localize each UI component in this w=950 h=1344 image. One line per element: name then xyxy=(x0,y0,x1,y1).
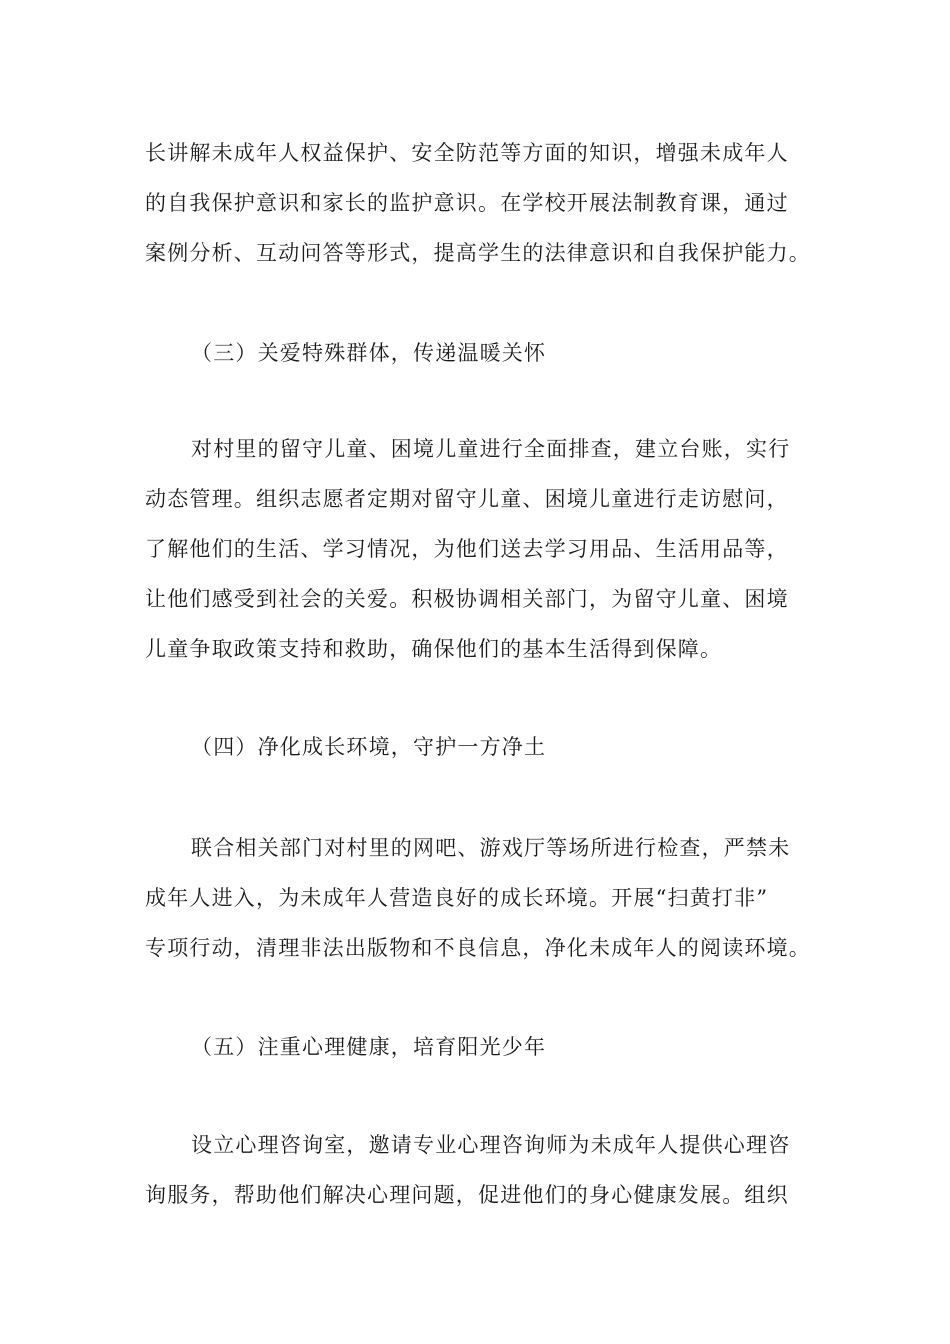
paragraph-environment xyxy=(145,823,811,973)
section-heading-5 xyxy=(145,1022,807,1072)
text-line: 动态管理。组织志愿者定期对留守儿童、困境儿童进行走访慰问， xyxy=(145,487,789,511)
text-line: 让他们感受到社会的关爱。积极协调相关部门，为留守儿童、困境 xyxy=(145,587,789,611)
text-line: 设立心理咨询室，邀请专业心理咨询师为未成年人提供心理咨 xyxy=(191,1133,791,1157)
heading-text: （三）关爱特殊群体，传递温暖关怀 xyxy=(191,341,547,365)
text-line: 案例分析、互动问答等形式，提高学生的法律意识和自我保护能力。 xyxy=(145,241,811,265)
text-line: 长讲解未成年人权益保护、安全防范等方面的知识，增强未成年人 xyxy=(145,141,789,165)
text-line: 儿童争取政策支持和救助，确保他们的基本生活得到保障。 xyxy=(145,637,723,661)
text-line: 对村里的留守儿童、困境儿童进行全面排查，建立台账，实行 xyxy=(191,437,791,461)
text-line: 成年人进入，为未成年人营造良好的成长环境。开展“扫黄打非” xyxy=(145,886,769,910)
paragraph-mental-health xyxy=(145,1120,807,1220)
section-heading-3 xyxy=(145,328,807,378)
text-line: 询服务，帮助他们解决心理问题，促进他们的身心健康发展。组织 xyxy=(145,1183,789,1207)
paragraph-rights-education-continued xyxy=(145,128,811,278)
text-line: 了解他们的生活、学习情况，为他们送去学习用品、生活用品等， xyxy=(145,537,789,561)
text-line: 联合相关部门对村里的网吧、游戏厅等场所进行检查，严禁未 xyxy=(191,836,791,860)
heading-text: （四）净化成长环境，守护一方净土 xyxy=(191,735,547,759)
heading-text: （五）注重心理健康，培育阳光少年 xyxy=(191,1035,547,1059)
paragraph-special-groups xyxy=(145,424,807,674)
text-line: 专项行动，清理非法出版物和不良信息，净化未成年人的阅读环境。 xyxy=(145,936,811,960)
text-line: 的自我保护意识和家长的监护意识。在学校开展法制教育课，通过 xyxy=(145,191,789,215)
section-heading-4 xyxy=(145,722,807,772)
